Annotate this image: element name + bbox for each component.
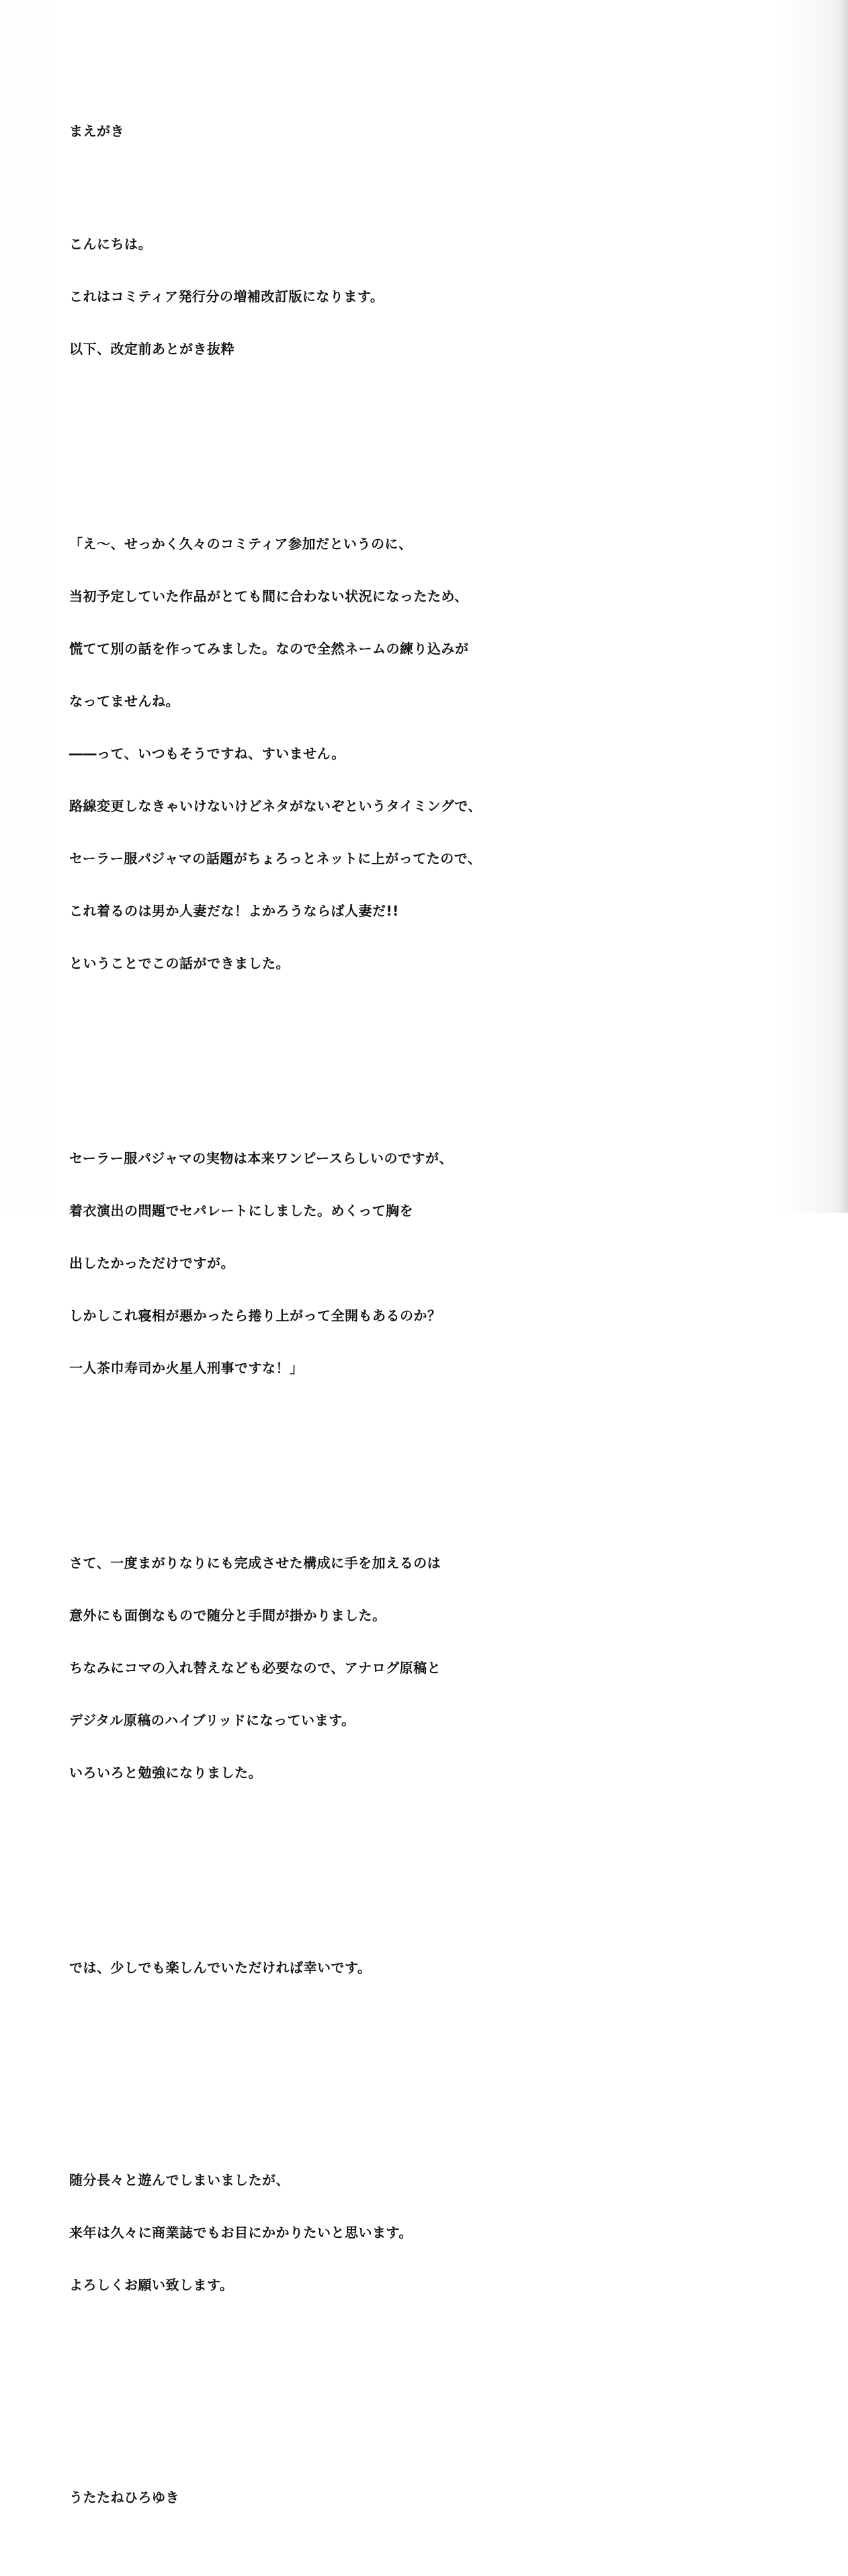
text-line: 慌てて別の話を作ってみました。なので全然ネームの練り込みが: [69, 641, 469, 657]
text-line: セーラー服パジャマの話題がちょろっとネットに上がってたので、: [69, 850, 482, 867]
text-line: さて、一度まがりなりにも完成させた構成に手を加えるのは: [69, 1555, 441, 1571]
text-line: 以下、改定前あとがき抜粋: [69, 341, 235, 357]
text-line: これ着るのは男か人妻だな！よかろうならば人妻だ!!: [69, 903, 399, 919]
text-line: 着衣演出の問題でセパレートにしました。めくって胸を: [69, 1203, 414, 1219]
foreword-text: [69, 87, 741, 2576]
text-line: ということでこの話ができました。: [69, 955, 290, 971]
text-line: 随分長々と遊んでしまいましたが、: [69, 2172, 290, 2188]
text-line: 「え〜、せっかく久々のコミティア参加だというのに、: [69, 536, 413, 552]
text-line: 当初予定していた作品がとても間に合わない状況になったため、: [69, 588, 468, 604]
text-line: では、少しでも楽しんでいただければ幸いです。: [69, 1960, 372, 1976]
excerpt-paragraph-1: [69, 500, 741, 1007]
text-line: 出したかっただけですが。: [69, 1255, 235, 1271]
foreword-heading: まえがき: [69, 123, 124, 139]
text-line: デジタル原稿のハイブリッドになっています。: [69, 1712, 355, 1728]
author-name: うたたねひろゆき: [69, 2489, 179, 2505]
text-line: ――って、いつもそうですね、すいません。: [69, 746, 345, 762]
greeting-paragraph: [69, 200, 741, 393]
author-signature: [69, 2454, 741, 2541]
text-line: なってませんね。: [69, 693, 179, 709]
text-line: これはコミティア発行分の増補改訂版になります。: [69, 288, 384, 305]
text-line: こんにちは。: [69, 236, 152, 252]
text-line: セーラー服パジャマの実物は本来ワンピースらしいのですが、: [69, 1150, 453, 1166]
text-line: いろいろと勉強になりました。: [69, 1765, 262, 1781]
excerpt-paragraph-2: [69, 1115, 741, 1412]
text-line: 一人茶巾寿司か火星人刑事ですな！」: [69, 1360, 304, 1376]
text-line: ちなみにコマの入れ替えなども必要なので、アナログ原稿と: [69, 1660, 441, 1676]
text-line: 来年は久々に商業誌でもお目にかかりたいと思います。: [69, 2224, 413, 2241]
page-edge-shadow: [841, 0, 848, 1213]
closing-paragraph: [69, 2136, 741, 2329]
revision-paragraph: [69, 1519, 741, 1816]
text-line: しかしこれ寝相が悪かったら捲り上がって全開もあるのか？: [69, 1307, 441, 1324]
text-line: 路線変更しなきゃいけないけどネタがないぞというタイミングで、: [69, 798, 482, 814]
text-line: よろしくお願い致します。: [69, 2277, 234, 2293]
enjoy-paragraph: [69, 1924, 741, 2011]
text-line: 意外にも面倒なもので随分と手間が掛かりました。: [69, 1607, 386, 1623]
